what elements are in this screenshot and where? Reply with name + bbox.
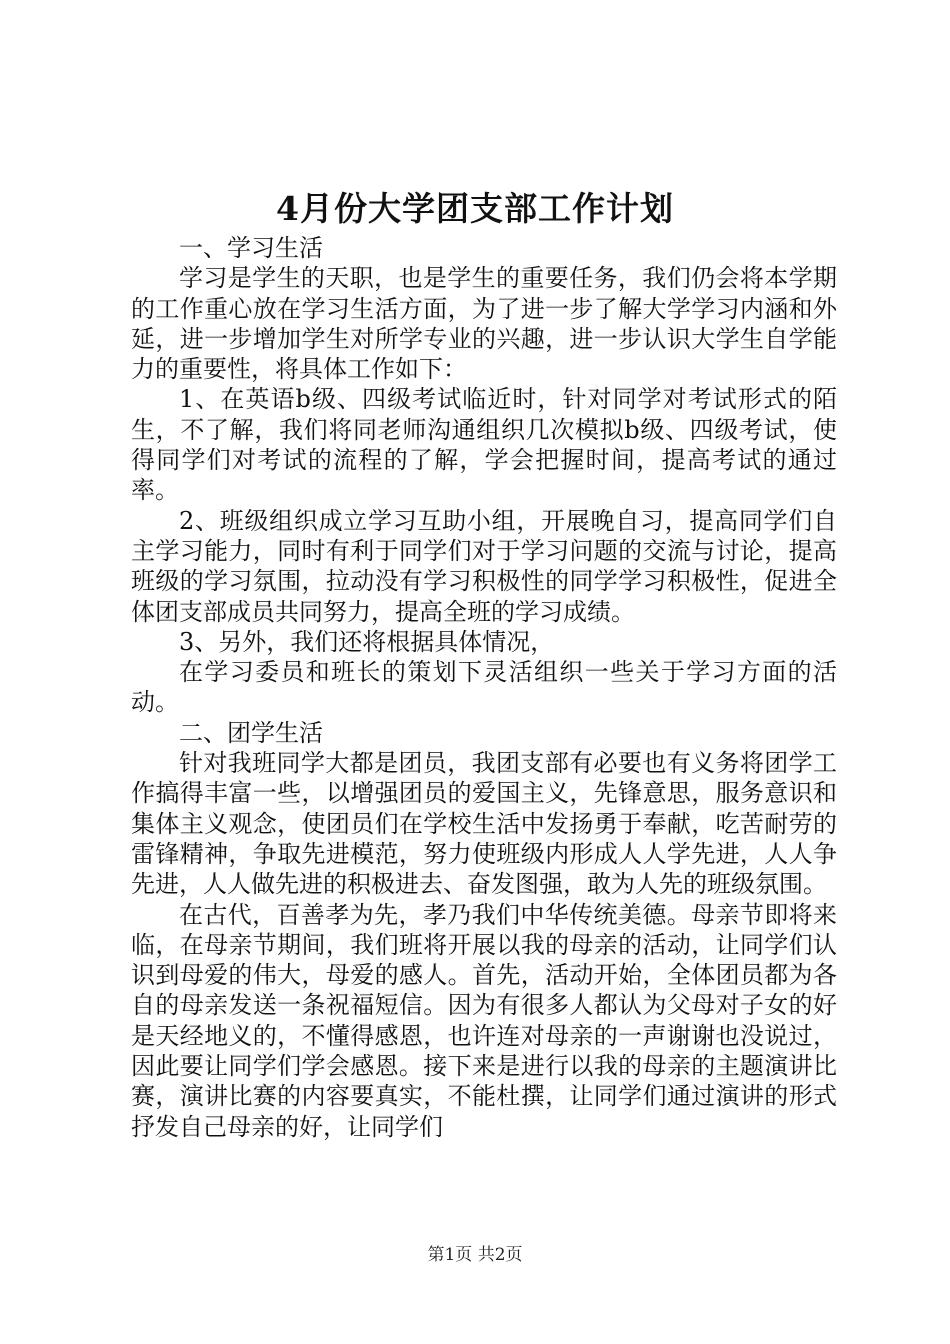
- paragraph: 2、班级组织成立学习互助小组，开展晚自习，提高同学们自主学习能力，同时有利于同学们对于学习问题的交流与讨论，提高班级的学习氛围，拉动没有学习积极性的同学学习积极性，促进全体团支部成员共同努力，提高全班的学习成绩。: [131, 506, 837, 626]
- paragraph: 1、在英语b级、四级考试临近时，针对同学对考试形式的陌生，不了解，我们将同老师沟通组织几次模拟b级、四级考试，使得同学们对考试的流程的了解，学会把握时间，提高考试的通过率。: [131, 385, 837, 505]
- document-title: 4月份大学团支部工作计划: [276, 189, 674, 228]
- section-heading-league: 二、团学生活: [179, 718, 323, 747]
- section-heading-study: 一、学习生活: [179, 234, 323, 262]
- page-footer: 第1页 共2页: [427, 1245, 523, 1265]
- paragraph: 在古代，百善孝为先，孝乃我们中华传统美德。母亲节即将来临，在母亲节期间，我们班将开展以我的母亲的活动，让同学们认识到母爱的伟大，母爱的感人。首先，活动开始，全体团员都为各自的母亲发送一条祝福短信。因为有很多人都认为父母对子女的好是天经地义的，不懂得感恩，也许连对母亲的一声谢谢也没说过，因此要让同学们学会感恩。接下来是进行以我的母亲的主题演讲比赛，演讲比赛的内容要真实，不能杜撰，让同学们通过演讲的形式抒发自己母亲的好，让同学们: [131, 900, 837, 1141]
- paragraph: 学习是学生的天职，也是学生的重要任务，我们仍会将本学期的工作重心放在学习生活方面，为了进一步了解大学学习内涵和外延，进一步增加学生对所学专业的兴趣，进一步认识大学生自学能力的重要性，将具体工作如下：: [131, 264, 837, 384]
- document-body: [131, 233, 837, 1142]
- paragraph: 在学习委员和班长的策划下灵活组织一些关于学习方面的活动。: [131, 658, 837, 717]
- paragraph: 针对我班同学大都是团员，我团支部有必要也有义务将团学工作搞得丰富一些，以增强团员的爱国主义，先锋意思，服务意识和集体主义观念，使团员们在学校生活中发扬勇于奉献，吃苦耐劳的雷锋精神，争取先进模范，努力使班级内形成人人学先进，人人争先进，人人做先进的积极进去、奋发图强，敢为人先的班级氛围。: [131, 749, 837, 899]
- paragraph: 3、另外，我们还将根据具体情况，: [179, 627, 555, 656]
